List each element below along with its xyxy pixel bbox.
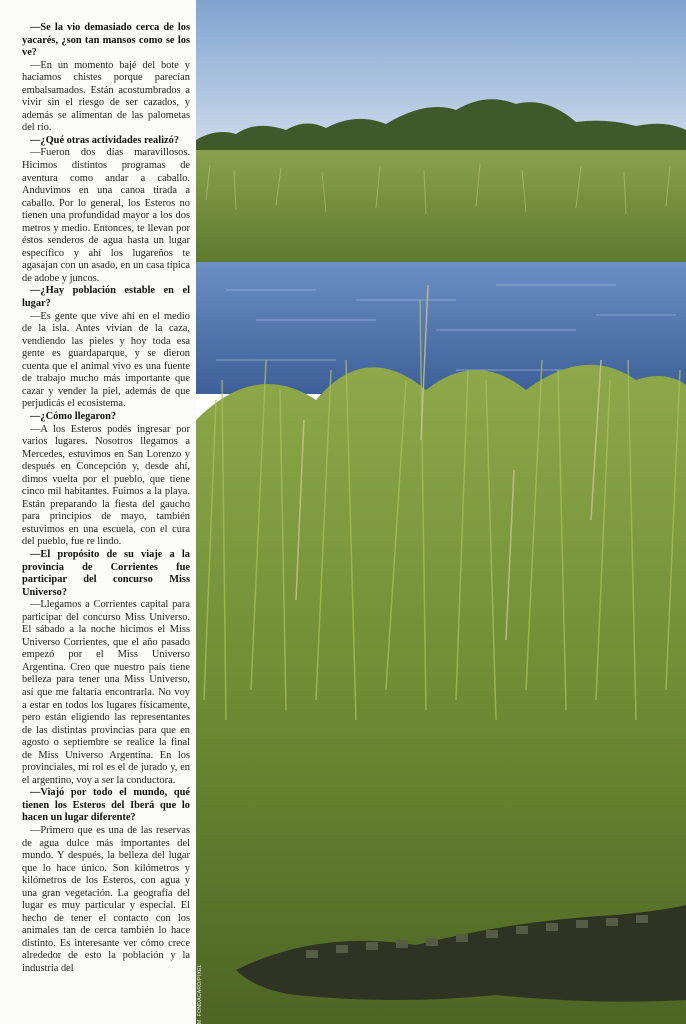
question-paragraph: —El propósito de su viaje a la provincia de Corrientes fue participar del concurso Miss Universo? xyxy=(22,548,190,598)
wetland-photo-illustration xyxy=(196,0,686,1024)
wetland-photo xyxy=(196,0,686,1024)
question-paragraph: —¿Hay población estable en el lugar? xyxy=(22,285,190,310)
answer-paragraph: —A los Esteros podés ingresar por varios lugares. Nosotros llegamos a Mercedes, estuvimos en San Lorenzo y después en Concepción y, desde ahí, dimos vuelta por el pueblo, que tiene cinco mil habitantes. Fuimos a la playa. Están preparando la fiesta del gaucho para principios de mayo, también estuvimos en una escuela, con el cura del pueblo, fue re lindo. xyxy=(22,423,190,548)
question-paragraph: —¿Qué otras actividades realizó? xyxy=(30,134,180,146)
question-paragraph: —Se la vio demasiado cerca de los yacarés, ¿son tan mansos como se los ve? xyxy=(22,22,190,59)
far-marsh xyxy=(196,150,686,262)
answer-paragraph: —Es gente que vive ahí en el medio de la isla. Antes vivían de la caza, vendiendo las pieles y hoy toda esa gente es guardaparque, y se dieron cuenta que el animal vivo es una fuente de trabajo mucho más importante que cazar y vender la piel, además de que perjudicás el ecosistema. xyxy=(22,310,190,410)
answer-paragraph: —Primero que es una de las reservas de agua dulce más importantes del mundo. Y después, la belleza del lugar que lo hace único. Son kilómetros y kilómetros de los Esteros, con agua y una gran vegetación. La geografía del lugar es muy particular y especial. El hecho de tener el contacto con los animales tan de cerca también lo hace distinto. Es interesante ver cómo crece alrededor de esto la población y la industria del xyxy=(22,825,190,975)
photo-credit: M. FONDACARO/PIXEL xyxy=(197,964,203,1024)
answer-paragraph: —Fueron dos días maravillosos. Hicimos distintos programas de aventura como andar a caballo. Anduvimos en una canoa tirada a caballo. Por lo general, los Esteros no tienen una profundidad mayor a los dos metros y medio. Entonces, te llevan por éstos senderos de agua hasta un lugar específico y ahí los lugareños te agasajan con un asado, en un casa típica de adobe y juncos. xyxy=(22,147,190,284)
answer-paragraph: —Llegamos a Corrientes capital para participar del concurso Miss Universo. El sábado a la noche hicimos el Miss Universo Corrientes, que el año pasado empezó por el Miss Universo Argentina. Creo que nuestro país tiene belleza para tener una Miss Universo, así que me faltaría encontrarla. No voy a estar en todos los lugares físicamente, pero están eligiendo las representantes de las distintas provincias para que en agosto o septiembre se realice la final de Miss Universo Argentina. En los provinciales, mi rol es el de jurado y, en el argentino, voy a ser la conductora. xyxy=(22,599,190,786)
article-text-column xyxy=(0,0,196,1024)
question-paragraph: —Viajó por todo el mundo, qué tienen los Esteros del Iberá que lo hacen un lugar diferente? xyxy=(22,787,190,824)
question-paragraph: —¿Cómo llegaron? xyxy=(30,410,117,422)
answer-paragraph: —En un momento bajé del bote y hacíamos chistes porque parecían embalsamados. Están acostumbrados a vivir sin el riesgo de ser cazados, y además se alimentan de las palometas del río. xyxy=(22,59,190,134)
